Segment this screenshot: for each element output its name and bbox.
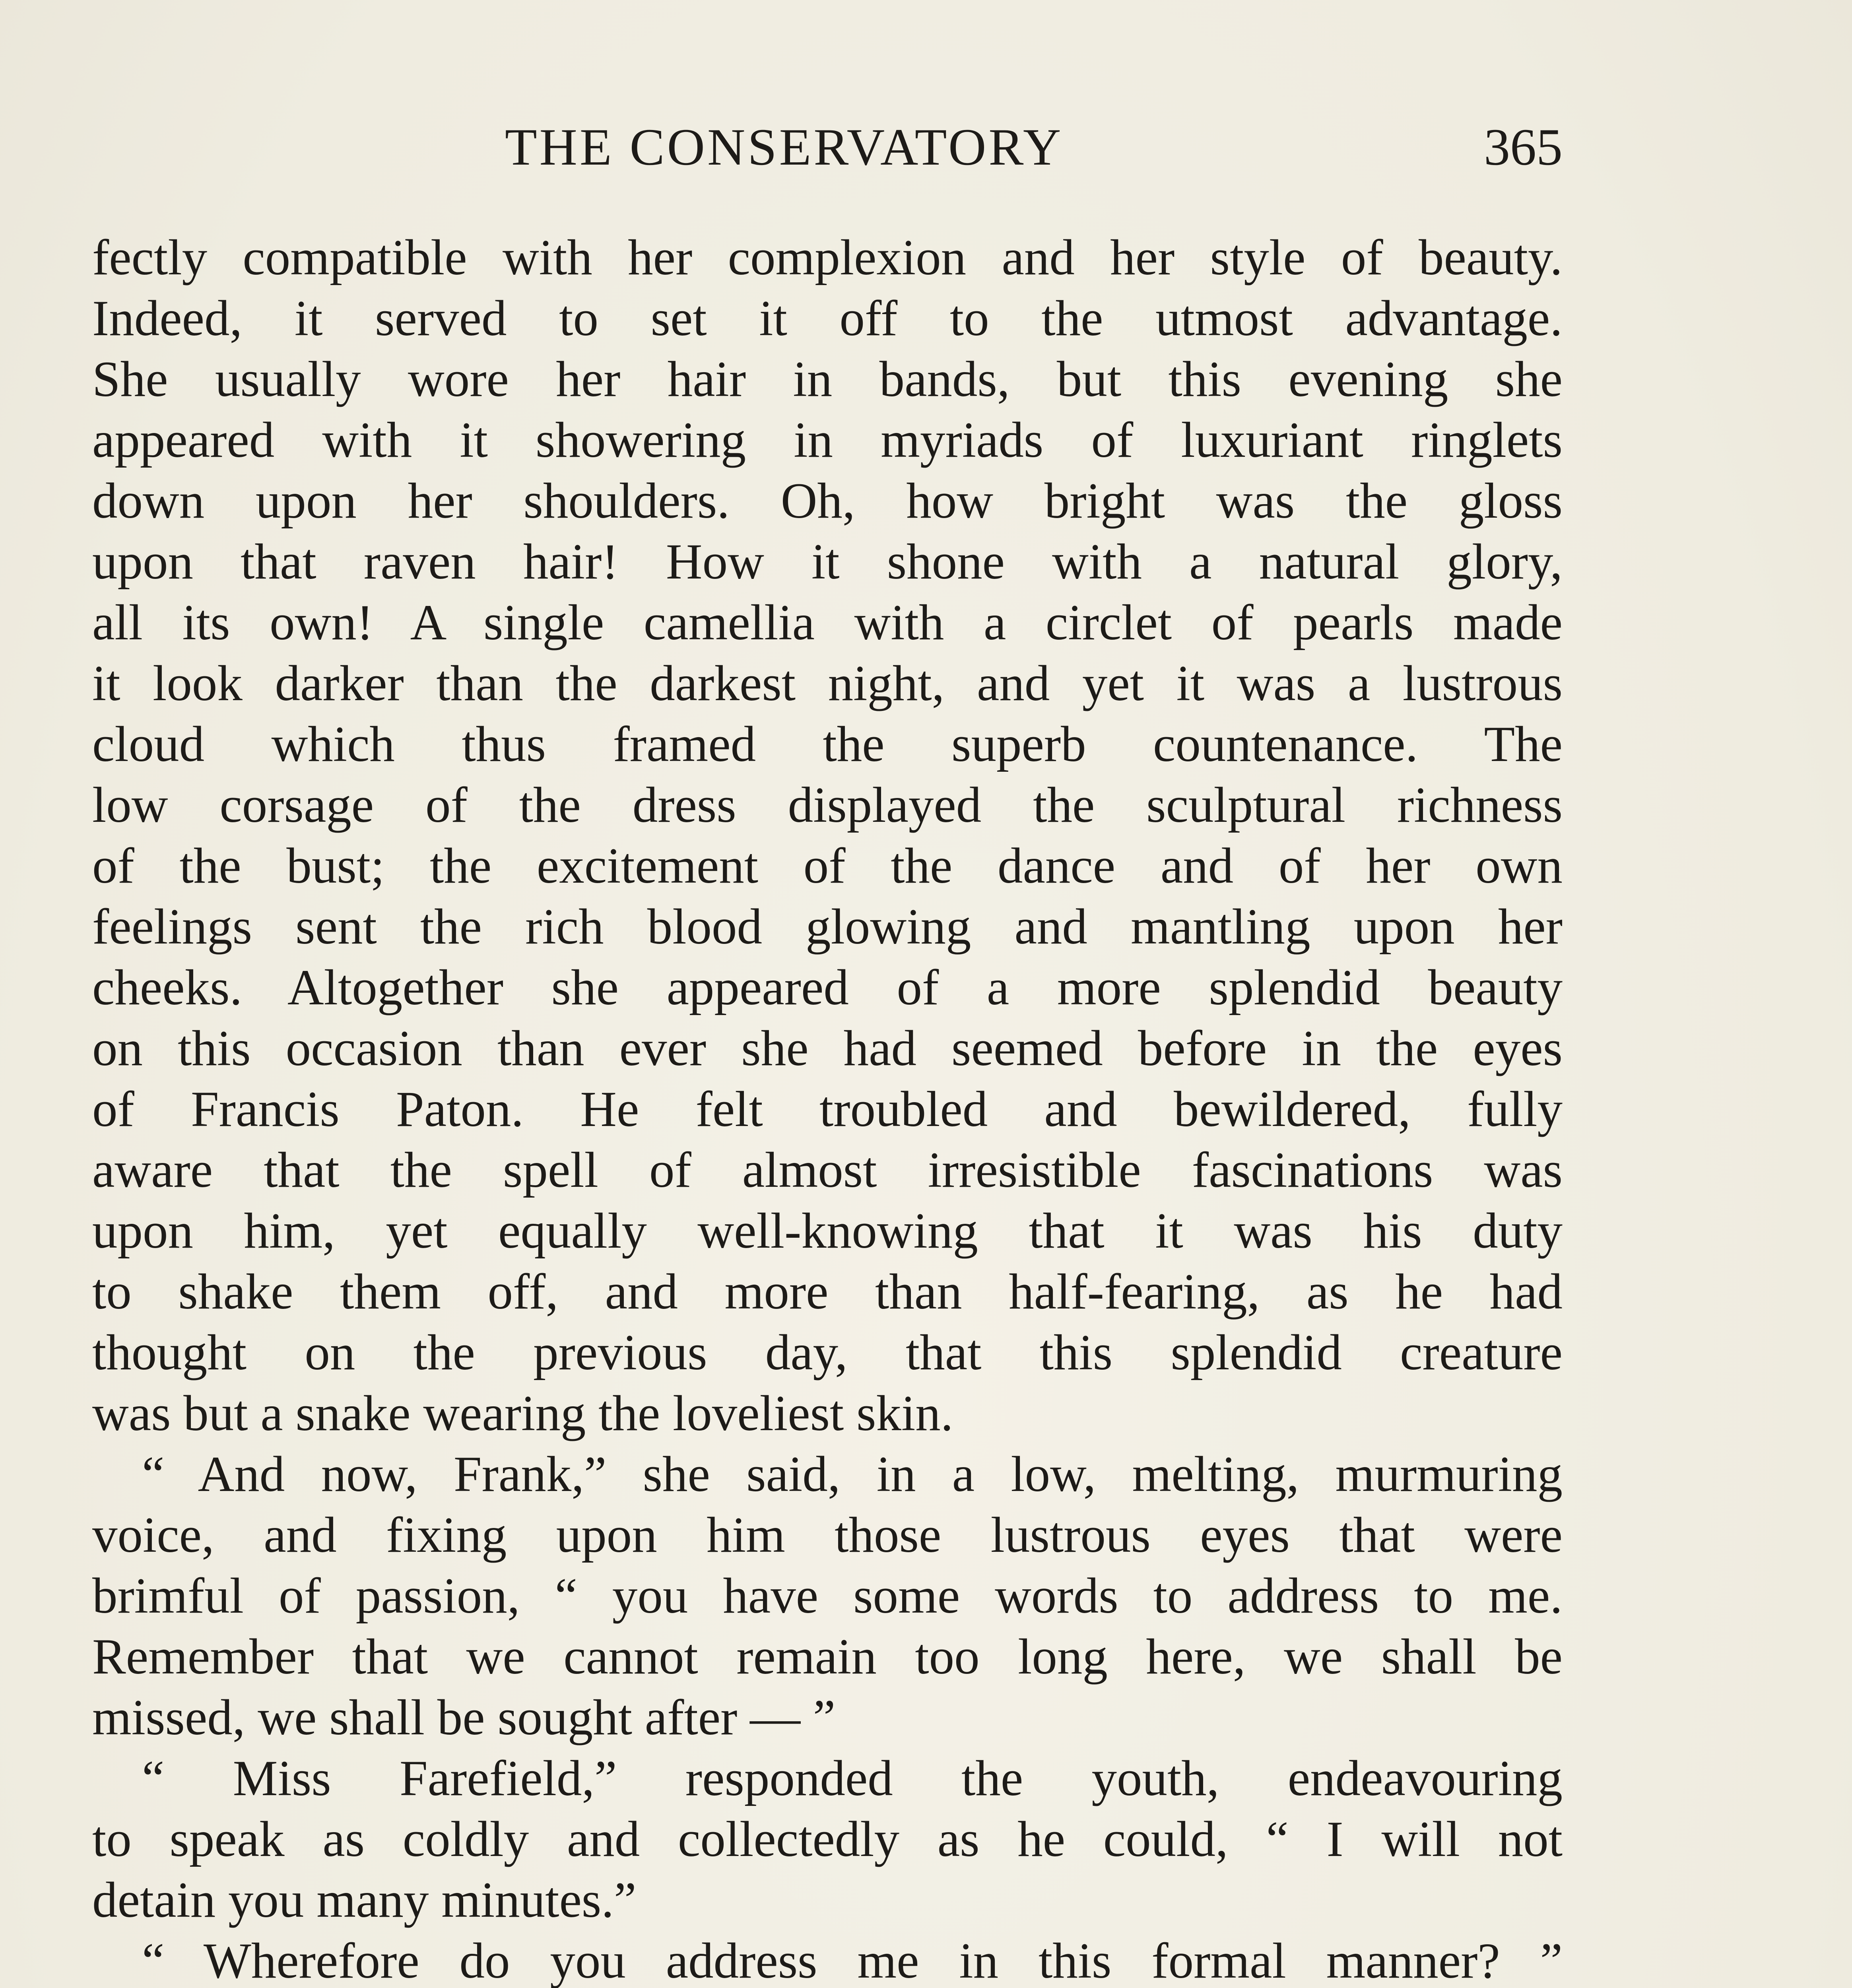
text-line: voice, and fixing upon him those lustrous eyes that were: [92, 1507, 1563, 1563]
text-line: “ Miss Farefield,” responded the youth, endeavouring: [142, 1751, 1563, 1806]
text-line: feelings sent the rich blood glowing and mantling upon her: [92, 899, 1563, 955]
text-line: “ And now, Frank,” she said, in a low, melting, murmuring: [142, 1446, 1563, 1502]
text-line: it look darker than the darkest night, and yet it was a lustrous: [92, 656, 1563, 711]
text-line: “ Wherefore do you address me in this formal manner? ”: [142, 1933, 1563, 1988]
text-line: all its own! A single camellia with a circlet of pearls made: [92, 595, 1563, 650]
text-line: Remember that we cannot remain too long here, we shall be: [92, 1629, 1563, 1685]
text-line: missed, we shall be sought after — ”: [92, 1690, 836, 1745]
text-line: thought on the previous day, that this splendid creature: [92, 1325, 1563, 1380]
text-line: to speak as coldly and collectedly as he could, “ I will not: [92, 1811, 1563, 1867]
text-line: upon that raven hair! How it shone with a natural glory,: [92, 534, 1563, 590]
text-line: cheeks. Altogether she appeared of a more splendid beauty: [92, 960, 1563, 1015]
text-line: low corsage of the dress displayed the sculptural richness: [92, 777, 1563, 833]
running-title: THE CONSERVATORY: [505, 118, 1064, 176]
text-line: Indeed, it served to set it off to the utmost advantage.: [92, 291, 1563, 346]
text-line: fectly compatible with her complexion and her style of beauty.: [92, 230, 1563, 285]
text-line: appeared with it showering in myriads of luxuriant ringlets: [92, 412, 1563, 468]
text-line: down upon her shoulders. Oh, how bright was the gloss: [92, 473, 1563, 529]
text-line: brimful of passion, “ you have some words to address to me.: [92, 1568, 1563, 1624]
text-line: of the bust; the excitement of the dance and of her own: [92, 838, 1563, 894]
text-line: to shake them off, and more than half-fearing, as he had: [92, 1264, 1563, 1320]
text-line: on this occasion than ever she had seemed before in the eyes: [92, 1021, 1563, 1076]
text-line: of Francis Paton. He felt troubled and bewildered, fully: [92, 1081, 1563, 1137]
text-line: upon him, yet equally well-knowing that it was his duty: [92, 1203, 1563, 1259]
page-header: [505, 111, 1563, 183]
text-line: cloud which thus framed the superb countenance. The: [92, 716, 1563, 772]
text-line: was but a snake wearing the loveliest skin.: [92, 1386, 953, 1441]
text-line: detain you many minutes.”: [92, 1872, 637, 1928]
text-line: aware that the spell of almost irresistible fascinations was: [92, 1142, 1563, 1198]
text-line: She usually wore her hair in bands, but this evening she: [92, 351, 1563, 407]
body-text: [92, 227, 1563, 1988]
page-number: 365: [1484, 118, 1563, 176]
